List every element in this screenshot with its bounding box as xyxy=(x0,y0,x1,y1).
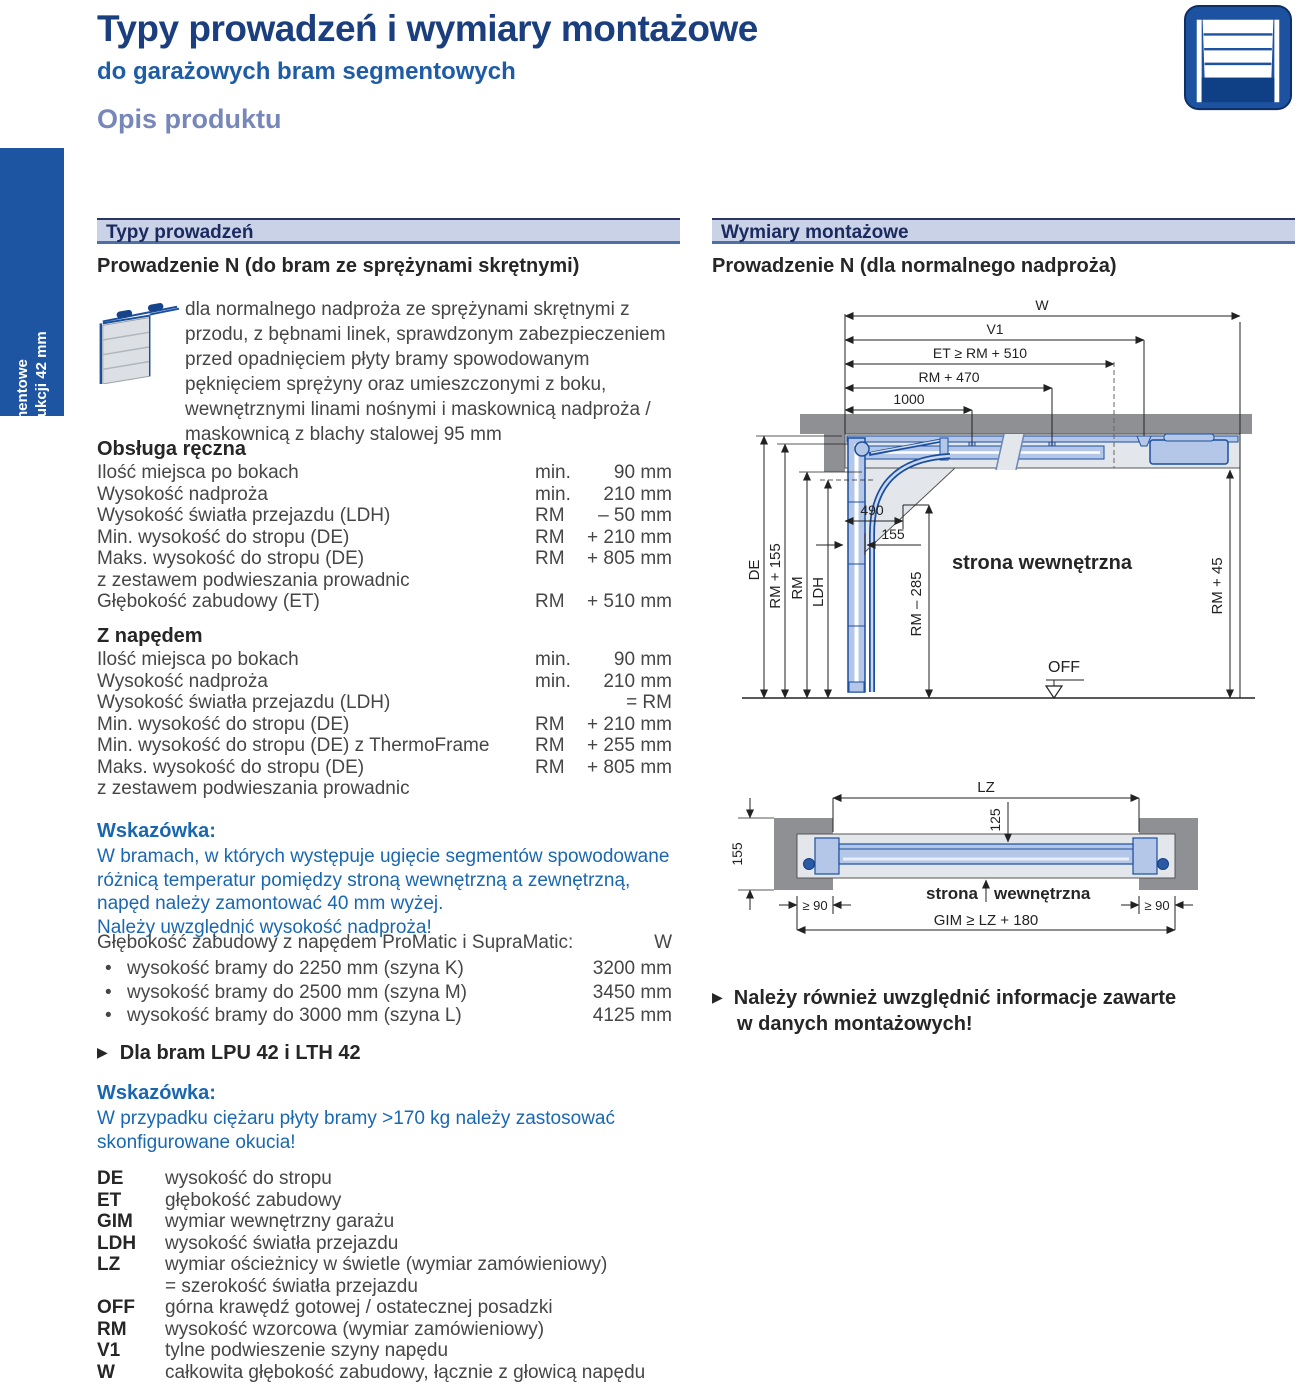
hint2-line: W przypadku ciężaru płyty bramy >170 kg należy zastosować xyxy=(97,1108,615,1129)
sectional-door-icon xyxy=(1183,4,1293,119)
dim-155-label: 155 xyxy=(729,842,745,866)
legend-row: GIM wymiar wewnętrzny garażu xyxy=(97,1211,395,1232)
dim-490-label: 490 xyxy=(860,502,884,518)
list-item: • wysokość bramy do 2250 mm (szyna K) 3200 mm xyxy=(97,957,672,981)
hint1-text xyxy=(97,845,680,939)
legend-row: W całkowita głębokość zabudowy, łącznie z głowicą napędu xyxy=(97,1361,646,1383)
legend-row: LDH wysokość światła przejazdu xyxy=(97,1232,399,1254)
table-row: z zestawem podwieszania prowadnic xyxy=(97,778,410,799)
side-view-structure xyxy=(742,362,1255,698)
manual-title: Obsługa ręczna xyxy=(97,438,246,460)
table-row: Wysokość nadproża min. 210 mm xyxy=(97,670,672,692)
dim-rm285-label: RM – 285 xyxy=(908,571,925,637)
table-row: Maks. wysokość do stropu (DE) RM + 805 mm xyxy=(97,548,673,569)
legend-row: OFF górna krawędź gotowej / ostatecznej posadzki xyxy=(97,1297,553,1318)
dim-125-label: 125 xyxy=(987,808,1003,832)
inside-label-b: wewnętrzna xyxy=(994,884,1091,903)
dim-ldh-label: LDH xyxy=(810,576,827,608)
hint2-title: Wskazówka: xyxy=(97,1082,216,1104)
side-view-dimensions xyxy=(756,314,1240,698)
triangle-marker-icon xyxy=(712,987,734,1009)
hint1-line: Należy uwzględnić wysokość nadproża! xyxy=(97,916,432,938)
dim-rm155-label: RM + 155 xyxy=(767,543,784,609)
dim-et-label: ET ≥ RM + 510 xyxy=(932,345,1028,361)
legend-row: RM wysokość wzorcowa (wymiar zamówieniowy) xyxy=(97,1318,545,1340)
inside-label-a: strona xyxy=(926,884,978,903)
manual-table xyxy=(97,462,672,613)
legend-row: V1 tylne podwieszenie szyny napędu xyxy=(97,1340,449,1361)
table-row: Min. wysokość do stropu (DE) RM + 210 mm xyxy=(97,526,673,548)
hint1-line: różnicą temperatur pomiędzy stroną wewnętrzną a zewnętrzną, xyxy=(97,869,631,891)
plan-view-structure xyxy=(774,818,1198,890)
dim-1000-label: 1000 xyxy=(893,391,925,407)
list-item: • wysokość bramy do 3000 mm (szyna L) 4125 mm xyxy=(97,1004,672,1028)
legend-row: ET głębokość zabudowy xyxy=(97,1189,342,1211)
chapter-tab xyxy=(0,148,64,529)
door-track-icon xyxy=(93,296,181,389)
dim-off-label: OFF xyxy=(1048,659,1080,676)
intro-paragraph: dla normalnego nadproża ze sprężynami skrętnymi z przodu, z bębnami linek, sprawdzonym zabezpieczeniem przed opadnięciem płyty bramy spowodowanym pęknięciem sprężyny oraz umieszczonymi z boku, wewnętrznymi linami nośnymi i maskownicą nadproża / maskownicą z blachy stalowej 95 mm xyxy=(185,299,666,445)
dim-ge90-right-label: ≥ 90 xyxy=(1144,898,1170,913)
plan-view-diagram xyxy=(712,772,1297,957)
legend-row: LZ wymiar ościeżnicy w świetle (wymiar zamówieniowy) = szerokość światła przejazdu xyxy=(97,1254,608,1297)
table-row: Wysokość nadproża min. 210 mm xyxy=(97,483,672,505)
dim-155-label: 155 xyxy=(881,526,905,542)
legend-row: DE wysokość do stropu xyxy=(97,1168,332,1189)
hint1-line: napęd należy zamontować 40 mm wyżej. xyxy=(97,893,444,914)
depth-intro xyxy=(97,931,672,955)
dim-ge90-left-label: ≥ 90 xyxy=(802,898,828,913)
table-row: Min. wysokość do stropu (DE) z ThermoFrame RM + 255 mm xyxy=(97,735,673,756)
bullet-icon xyxy=(105,1004,127,1028)
table-row: Min. wysokość do stropu (DE) RM + 210 mm xyxy=(97,713,673,735)
dim-de-label: DE xyxy=(746,559,763,581)
chapter-tab-text xyxy=(0,296,64,564)
page-title: Typy prowadzeń i wymiary montażowe xyxy=(97,8,758,49)
side-view-diagram xyxy=(712,288,1297,718)
table-row: Wysokość światła przejazdu (LDH) RM – 50 mm xyxy=(97,505,672,526)
assembly-note: ▶ Należy również uwzględnić informacje zawarte w danych montażowych! xyxy=(712,986,1295,1037)
dim-w-label: W xyxy=(1035,297,1049,313)
hint1-title: Wskazówka: xyxy=(97,820,216,842)
chapter-line2: Grubość konstrukcji 42 mm xyxy=(33,331,50,529)
dim-lz-label: LZ xyxy=(977,779,995,796)
page-subtitle: do garażowych bram segmentowych xyxy=(97,58,516,85)
table-row: Ilość miejsca po bokach min. 90 mm xyxy=(97,649,672,670)
bullet-icon xyxy=(105,957,127,981)
triangle-marker-icon xyxy=(97,1042,120,1064)
powered-title: Z napędem xyxy=(97,625,203,647)
right-heading: Prowadzenie N (dla normalnego nadproża) xyxy=(712,255,1117,277)
dim-rm470-label: RM + 470 xyxy=(918,369,980,385)
dim-v1-label: V1 xyxy=(986,321,1004,337)
table-row: Wysokość światła przejazdu (LDH) = RM xyxy=(97,692,672,713)
chapter-line1: Bramy segmentowe xyxy=(14,359,31,501)
table-row: Ilość miejsca po bokach min. 90 mm xyxy=(97,462,672,483)
section-label: Opis produktu xyxy=(97,104,282,134)
powered-table xyxy=(97,649,672,800)
list-item: • wysokość bramy do 2500 mm (szyna M) 3450 mm xyxy=(97,981,672,1005)
for-doors-heading: ▶ Dla bram LPU 42 i LTH 42 xyxy=(97,1042,361,1065)
inside-label: strona wewnętrzna xyxy=(951,552,1133,574)
depth-list xyxy=(97,931,672,1028)
table-row: z zestawem podwieszania prowadnic xyxy=(97,569,410,591)
table-row: Maks. wysokość do stropu (DE) RM + 805 mm xyxy=(97,756,673,778)
hint1-line: W bramach, w których występuje ugięcie segmentów spowodowane xyxy=(97,846,670,867)
hint2-text xyxy=(97,1107,680,1154)
abbreviation-legend xyxy=(97,1168,672,1383)
depth-intro-value: W xyxy=(654,932,672,953)
hint2-line: skonfigurowane okucia! xyxy=(97,1131,296,1153)
table-row: Głębokość zabudowy (ET) RM + 510 mm xyxy=(97,591,673,612)
dim-gim-label: GIM ≥ LZ + 180 xyxy=(933,912,1039,929)
left-heading: Prowadzenie N (do bram ze sprężynami skrętnymi) xyxy=(97,255,580,277)
depth-intro-label: Głębokość zabudowy z napędem ProMatic i SupraMatic: xyxy=(97,932,574,953)
dim-rm-label: RM xyxy=(789,576,806,600)
dim-rm45-label: RM + 45 xyxy=(1209,557,1226,615)
left-section-bar: Typy prowadzeń xyxy=(97,218,680,244)
right-section-bar: Wymiary montażowe xyxy=(712,218,1295,244)
bullet-icon xyxy=(105,981,127,1005)
